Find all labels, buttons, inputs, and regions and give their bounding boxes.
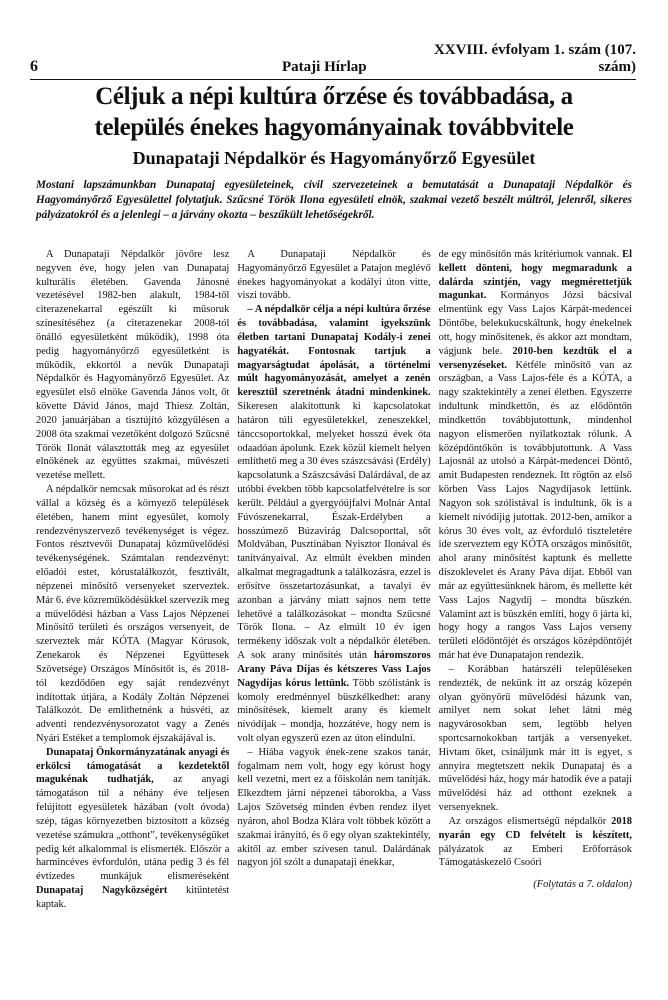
col3-p3-start: Az országos elismertségű népdalkör: [448, 815, 607, 827]
col1-p3-rest: az anyagi támogatáson túl a néhány éve teljesen felújított egyesületek házában (volt óvoda) szép, tágas környezetben biztosított a község vezetése számukra „otthont”, tevékenységüket pedig két alkalommal is elismerték. Először a harmincéves évfordulón, utána pedig 3 és fél évtizedes munkájuk elismeréseként: [36, 774, 230, 883]
article-subtitle: Dunapataji Népdalkör és Hagyományőrző Egyesület: [132, 148, 536, 168]
continued-note: (Folytatás a 7. oldalon): [533, 879, 632, 891]
col3-paragraph-1: [439, 248, 632, 663]
col1-paragraph-2: A népdalkör nemcsak műsorokat ad és részt vállal a község és a környező települések életében, hanem mint egyesület, komoly rendezvényszervező tevékenységet is végez. Fontos résztvevői Dunapataj közművelődési tevékenységének. Számtalan rendezvényt: előadói estet, kórustalálkozót, fesztivált, népzenei minősítő versenyeket szerveztek. Már 6. éve közreműködésükkel szervezik meg a művelődési házban a Vass Lajos Népzenei Minősítő területi és országos versenyeit, de szerveztek már KÓTA (Magyar Kórusok, Zenekarok és Népzenei Együttesek Szövetsége) Országos Minősítőt is, és 2018-tól kezdődően egy saját rendezvényt indítottak útjára, a Kodály Zoltán Népzenei Találkozót. De említhetnénk a húsvéti, az adventi rendezvénysorozatot vagy a Zenés Nyári Estéket a templomok éjszakájával is.: [36, 484, 230, 744]
title-line-2: település énekes hagyományainak továbbvitele: [94, 113, 574, 141]
col2-p2-bold: – A népdalkör célja a népi kultúra őrzése és továbbadása, valamint igyekszünk életben tartani Dunapataj Kodály-i zenei hagyatékát. Fontosnak tartjuk a magyarságtudat ápolását, a történelmi múlt hagyományozását, amelyet a zenén keresztül szeretnénk átadni mindenkinek.: [237, 304, 431, 399]
col1-p3-bold: Dunapataj Önkormányzatának anyagi és erkölcsi támogatását a kezdetektől magukénak tudhatják,: [36, 746, 230, 786]
column-3: [439, 248, 632, 986]
col1-paragraph-3: [36, 746, 229, 912]
page-header: [30, 42, 636, 80]
col2-p2-bold2: háromszoros Arany Páva Díjas és kétszeres Vass Lajos Nagydíjas kórus lettünk.: [237, 650, 431, 689]
col2-p2-end: Több szólistánk is komoly eredménnyel büszkélkedhet: arany minősítések, kiemelt arany és kiemelt nívódíjak – mondja, hozzátéve, hogy nem is volt olyan egyszerű ezen az úton elindulni.: [237, 677, 431, 744]
column-2: [237, 248, 430, 986]
col2-paragraph-1: A Dunapataji Népdalkör és Hagyományőrző Egyesület a Patajon meglévő énekes hagyományokat a kodályi úton vitte, viszi tovább.: [237, 249, 431, 302]
col3-p1-bold: El kellett dönteni, hogy megmaradunk a dalárda szintjén, vagy megmérettetjük magunkat.: [438, 249, 632, 302]
col1-paragraph-1: A Dunapataji Népdalkör jövőre lesz negyven éve, hogy jelen van Dunapataj kulturális életében. Gavenda Jánosné vezetésével 1982-ben alakult, 1984-től citerazenekarral egészült ki műsoruk színesítéséhez (a citerazenekar 2008-tól önálló egyesületként működik), 1998 óta pedig hagyományőrző egyesületként is működik, ekkortól a nevük Dunapataji Népdalkör és Hagyományőrző Egyesület. Az egyesület első elnöke Gavenda János volt, őt követte Dávid János, majd Thiesz Zoltán, 2020 januárjában a tisztújító közgyűlésen a 2008 óta szakmai vezetőként dolgozó Szűcsné Török Ilonát választották meg az egyesület elnökének az együttes szakmai, művészeti vezetése mellett.: [36, 249, 230, 482]
col3-p1-rest: Kormányos Józsi bácsival elmentünk egy Vass Lajos Kárpát-medencei Döntőbe, belekukucskáltunk, hogy énekelnek ott, hogy minősítenek, és akkor azt mondtam, vágjunk bele.: [438, 290, 632, 357]
paper-name: Pataji Hírlap: [282, 59, 367, 75]
col3-p3-rest: pályázatok az Emberi Erőforrások Támogatáskezelő Csoóri: [438, 843, 632, 869]
col3-paragraph-3: [439, 815, 632, 870]
col3-p1-start: de egy minősítőn más kritériumok vannak.: [438, 249, 620, 260]
col2-paragraph-3: – Hiába vagyok ének-zene szakos tanár, fogalmam nem volt, hogy egy kórust hogy kell vezetni, mert ez a főiskolán nem tanítják. Elkezdtem járni népzenei táborokba, a Vass Lajos Szövetség minden évben rendez ilyet nyáron, ahol Bodza Klára volt többek között a szakmai irányító, és ő egy olyan szaktekintély, akitől az ember szívesen tanul. Dalárdának nagyon jól szólt a dunapataji énekkar,: [237, 746, 431, 869]
page-number: 6: [30, 58, 38, 75]
col3-p1-end: Kétféle minősítő van az országban, a Vass Lajos-féle és a KÓTA, a nagy szaktekintély a zenei életben. Egyszerre indultunk mindkettőn, és az elődöntőn mindkettőn továbbjutottunk, mindenhol nagyon elismerően nyilatkoztak rólunk. A középdöntőkön is továbbjutottunk. A Vass Lajosnál az utolsó a Kárpát-medencei Döntő, amit Budapesten rendeznek. Itt rögtön az első körben Vass Lajos Nagydíjasok lettünk. Nagyon sok szólistával is indultunk, ők is a kiemelt nívódíjig jutottak. 2012-ben, amikor a kórus 30 éves volt, az évforduló tiszteletére ide szerveztem egy KÓTA országos minősítőt, ahol arany minősítést kaptunk és mellette díszoklevelet és Arany Páva díjat. Ebből van már az együttesünknek három, és mellette két Vass Lajos Nagydíj – mondta büszkén. Valamint azt is büszkén említi, hogy ő járta ki, hogy hogy a rangos Vass Lajos verseny területi elődöntőjét és országos középdöntőjét már hat éve Dunapatajon rendezik.: [438, 359, 632, 662]
col2-paragraph-2: [237, 303, 430, 746]
col3-p1-bold2: 2010-ben kezdtük el a versenyzéseket.: [438, 345, 632, 371]
col3-p3-bold: 2018 nyarán egy CD felvételt is készített,: [438, 815, 632, 841]
col2-p2-rest: Sikeresen alakítottunk ki kapcsolatokat határon túli egyesületekkel, zeneszekkel, tánccsoportokkal, melyeket hosszú évek óta odaadóan ápolunk. Ezek közül kiemelt helyen említhető meg a 30 éves szászcsávási (Erdély) kapcsolatunk a Szászcsávási Dalárdával, de az utóbbi években több kapcsolatfelvételre is sor került. Például a gyergyóújfalvi Molnár Antal Fúvószenekarral, Észak-Erdélyben a hosszúmező Búzavirág Dalcsoporttal, sőt Moldvában, Pusztinában Nyisztor Ilonával és tanítványaival. Az elmúlt években minden alkalmat megragadtunk a találkozásra, ezzel is erősítve összetartozásunkat, a tavalyi év azonban a járvány miatt sajnos nem tette lehetővé a találkozásokat – mondta Szűcsné Török Ilona. – Az elmúlt 10 év igen termékeny időszak volt a népdalkör életében. A sok arany minősítés után: [237, 401, 431, 662]
col3-paragraph-2: – Korábban határszéli településeken rendezték, de nekünk itt az ország közepén olyan gyönyörű művelődési házunk van, amilyet nem sokat lehet látni még nagyvárosokban sem, legtöbb helyen sportcsarnokokban tartják a versenyeket. Hivtam őket, csináljunk már itt is egyet, s annyira megtetszett nekik Dunapataj és a művelődési ház, hogy már hatodik éve a pataji művelődési ház ad otthont ezeknek a versenyeknek.: [438, 663, 632, 814]
article-title: [40, 82, 628, 143]
article-body: [36, 248, 632, 986]
col1-p3-bold2: Dunapataj Nagyközségért: [36, 885, 168, 897]
issue-info: XXVIII. évfolyam 1. szám (107. szám): [433, 42, 636, 75]
col1-p3-end: kitüntetést kaptak.: [36, 885, 230, 910]
article-lead: Mostani lapszámunkban Dunapataj egyesületeinek, civil szervezeteinek a bemutatását a Dunapataji Népdalkör és Hagyományőrző Egyesülettel folytatjuk. Szűcsné Török Ilona egyesületi elnök, szakmai vezető beszélt múltról, jelenről, sikeres pályázatokról és a jelenlegi – a járvány okozta – beszűkült lehetőségekről.: [36, 179, 632, 221]
column-1: [36, 248, 229, 986]
title-line-1: Céljuk a népi kultúra őrzése és továbbadása, a: [95, 83, 573, 110]
